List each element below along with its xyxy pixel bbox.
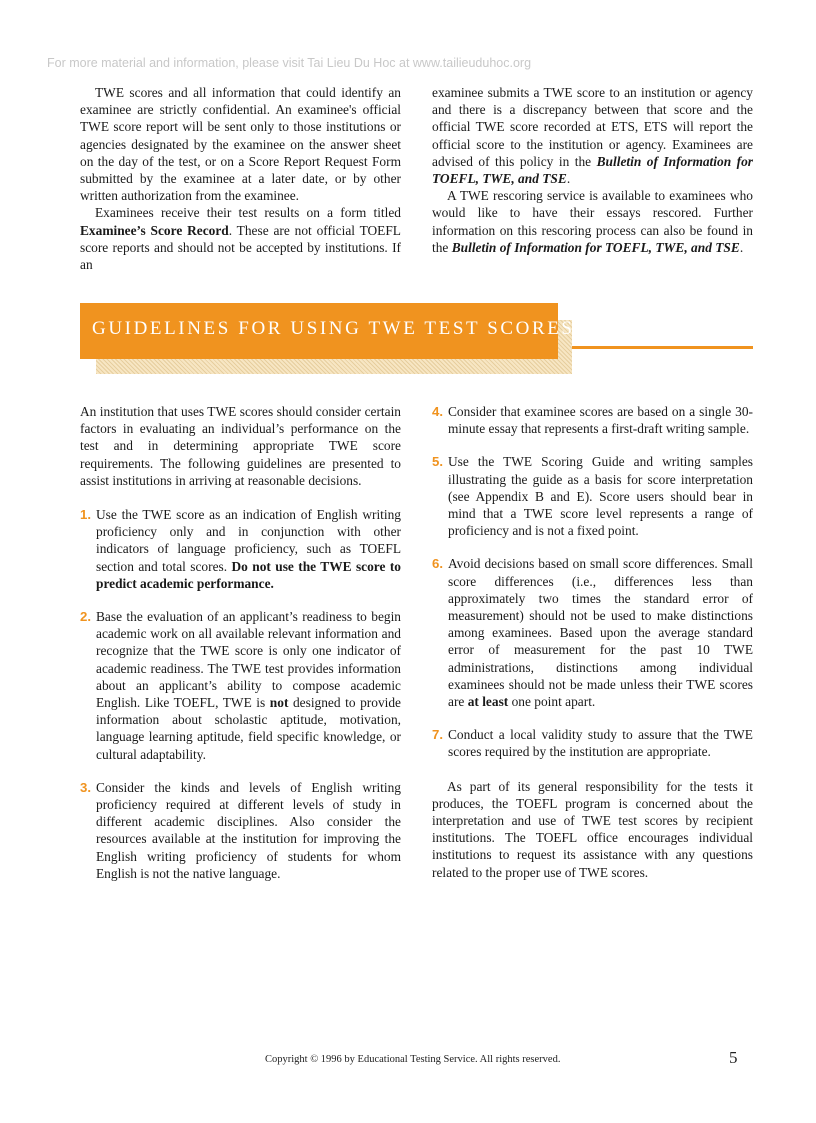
bulletin-title: Bulletin of Information for TOEFL, TWE, and TSE xyxy=(451,239,740,255)
copyright-footer: Copyright © 1996 by Educational Testing Service. All rights reserved. xyxy=(265,1054,561,1065)
paragraph-score-record-continued: examinee submits a TWE score to an institution or agency and there is a discrepancy between that score and the official TWE score recorded at ETS, ETS will report the official score to the institution or agency. Examinees are advised of this policy in the Bulletin of Information for TOEFL, TWE, and TSE. xyxy=(432,85,753,187)
guidelines-column-left xyxy=(80,403,401,898)
guideline-number: 6. xyxy=(432,556,443,572)
guidelines-list-right xyxy=(432,403,753,761)
closing-paragraph: As part of its general responsibility for the tests it produces, the TOEFL program is concerned about the interpretation and use of TWE test scores by recipient institutions. The TOEFL office encourages individual institutions to request its assistance with any questions related to the proper use of TWE scores. xyxy=(432,778,753,880)
guideline-number: 1. xyxy=(80,507,91,523)
section-title: GUIDELINES FOR USING TWE TEST SCORES xyxy=(92,318,575,339)
guidelines-intro: An institution that uses TWE scores should consider certain factors in evaluating an individual’s performance on the test and in determining appropriate TWE score requirements. The following guidelines are presented to assist institutions in arriving at reasonable decisions. xyxy=(80,404,401,488)
guideline-number: 4. xyxy=(432,404,443,419)
term-examinee-score-record: Examinee’s Score Record xyxy=(80,222,229,238)
paragraph-score-record: Examinees receive their test results on a form titled Examinee’s Score Record. These are not official TOEFL score reports and should not be accepted by institutions. If an xyxy=(80,205,401,273)
guideline-number: 3. xyxy=(80,779,91,795)
guideline-number: 5. xyxy=(432,454,443,470)
paragraph-rescoring: A TWE rescoring service is available to examinees who would like to have their essays rescored. Further information on this rescoring process can also be found in the Bulletin of Information for TOEFL, TWE, and TSE. xyxy=(432,188,753,255)
page-number: 5 xyxy=(729,1048,738,1067)
guideline-item-6: 6. Avoid decisions based on small score differences. Small score differences (i.e., differences less than approximately two times the standard error of measurement) should not be used to make distinctions among examinees. Based upon the average standard error of measurement for the past 10 TWE administrations, distinctions among individual examinees should not be made unless their TWE scores are at least one point apart. xyxy=(432,556,753,710)
guidelines-column-right xyxy=(432,403,753,881)
guideline-number: 7. xyxy=(432,727,443,743)
guideline-item-7: 7. Conduct a local validity study to assure that the TWE scores required by the institution are appropriate. xyxy=(432,727,753,760)
bulletin-title: Bulletin of Information for TOEFL, TWE, and TSE xyxy=(432,153,753,187)
paragraph-confidentiality: TWE scores and all information that could identify an examinee are strictly confidential. An examinee's official TWE score report will be sent only to those institutions or agencies designated by the examinee on the answer sheet on the day of the test, or on a Score Report Request Form submitted by the examinee at a later date, or by other written authorization from the examinee. xyxy=(80,85,401,204)
guideline-item-4: 4. Consider that examinee scores are based on a single 30-minute essay that represents a first-draft writing sample. xyxy=(432,404,753,437)
guideline-item-2: 2. Base the evaluation of an applicant’s readiness to begin academic work on all available relevant information and recognize that the TWE score is only one indicator of academic readiness. The TWE test provides information about an applicant’s ability to compose academic English. Like TOEFL, TWE is not designed to provide information about scholastic aptitude, motivation, language learning aptitude, field specific knowledge, or cultural adaptability. xyxy=(80,609,401,762)
watermark-text: For more material and information, please visit Tai Lieu Du Hoc at www.tailieuduhoc.org xyxy=(47,56,532,70)
guideline-item-3: 3. Consider the kinds and levels of English writing proficiency required at different levels of study in different academic disciplines. Also consider the resources available at the institution for improving the English writing proficiency of students for whom English is not the native language. xyxy=(80,779,401,881)
banner-rule xyxy=(572,346,753,349)
continued-text: examinee submits a TWE score to an institution or agency and there is a discrepancy between that score and the official TWE score recorded at ETS, ETS will report the official score to the institution or agency. Examinees are advised of this policy in the xyxy=(432,85,753,169)
guideline-number: 2. xyxy=(80,609,91,625)
intro-column-left xyxy=(80,84,401,273)
guidelines-list-left xyxy=(80,506,401,882)
guideline-item-1: 1. Use the TWE score as an indication of English writing proficiency only and in conjunction with other indicators of language proficiency, such as TOEFL section and total scores. Do not use the TWE score to predict academic performance. xyxy=(80,507,402,591)
paragraph-score-record-text: . These are not official TOEFL score reports and should not be accepted by institutions. If an xyxy=(80,222,401,273)
guideline-item-5: 5. Use the TWE Scoring Guide and writing samples illustrating the guide as a basis for score interpretation (see Appendix B and E). Score users should bear in mind that a TWE score level represents a range of proficiency and is not a fixed point. xyxy=(432,454,753,539)
intro-column-right xyxy=(432,84,753,256)
